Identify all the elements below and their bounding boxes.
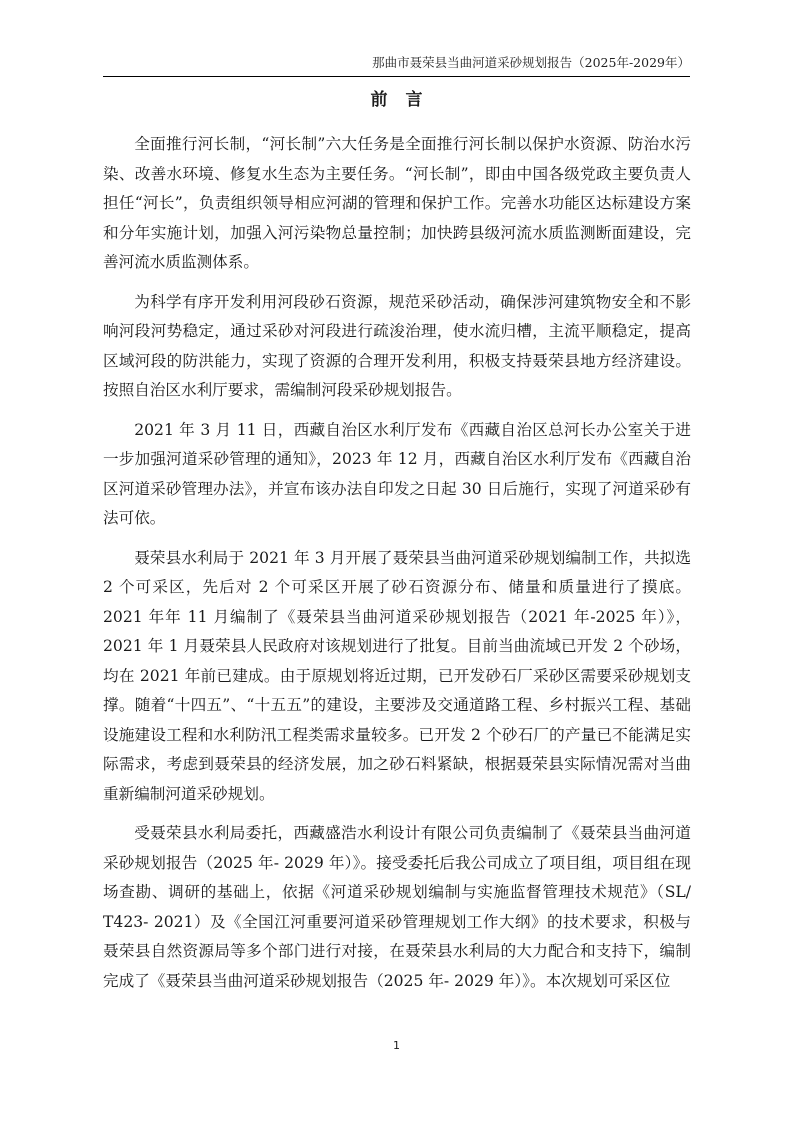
page-title: 前言 (370, 90, 441, 110)
running-header: 那曲市聂荣县当曲河道采砂规划报告（2025年-2029年） (103, 54, 690, 77)
paragraph: 聂荣县水利局于 2021 年 3 月开展了聂荣县当曲河道采砂规划编制工作，共拟选 2 个可采区，先后对 2 个可采区开展了砂石资源分布、储量和质量进行了摸底。2021 年年 11 月编制了《聂荣县当曲河道采砂规划报告（2021 年-2025 年）》，2021 年 1 月聂荣县人民政府对该规划进行了批复。目前当曲流域已开发 2 个砂场，均在 2021 年前已建成。由于原规划将近过期，已开发砂石厂采砂区需要采砂规划支撑。随着“十四五”、“十五五”的建设，主要涉及交通道路工程、乡村振兴工程、基础设施建设工程和水利防汛工程类需求量较多。已开发 2 个砂石厂的产量已不能满足实际需求，考虑到聂荣县的经济发展，加之砂石料紧缺，根据聂荣县实际情况需对当曲重新编制河道采砂规划。 (103, 548, 691, 803)
paragraph: 受聂荣县水利局委托，西藏盛浩水利设计有限公司负责编制了《聂荣县当曲河道采砂规划报告（2025 年- 2029 年）》。接受委托后我公司成立了项目组，项目组在现场查勘、调研的基础上，依据《河道采砂规划编制与实施监督管理技术规范》（SL/ T423- 2021）及《全国江河重要河道采砂管理规划工作大纲》的技术要求，积极与聂荣县自然资源局等多个部门进行对接，在聂荣县水利局的大力配合和支持下，编制完成了《聂荣县当曲河道采砂规划报告（2025 年- 2029 年）》。本次规划可采区位 (103, 824, 691, 990)
paragraph: 全面推行河长制，“河长制”六大任务是全面推行河长制以保护水资源、防治水污染、改善水环境、修复水生态为主要任务。“河长制”，即由中国各级党政主要负责人担任“河长”，负责组织领导相应河湖的管理和保护工作。完善水功能区达标建设方案和分年实施计划，加强入河污染物总量控制；加快跨县级河流水质监测断面建设，完善河流水质监测体系。 (103, 135, 691, 271)
paragraph: 为科学有序开发利用河段砂石资源，规范采砂活动，确保涉河建筑物安全和不影响河段河势稳定，通过采砂对河段进行疏浚治理，使水流归槽，主流平顺稳定，提高区域河段的防洪能力，实现了资源的合理开发利用，积极支持聂荣县地方经济建设。按照自治区水利厅要求，需编制河段采砂规划报告。 (103, 292, 691, 399)
page-number: 1 (393, 1039, 400, 1052)
document-body (103, 130, 691, 1006)
paragraph: 2021 年 3 月 11 日，西藏自治区水利厅发布《西藏自治区总河长办公室关于进一步加强河道采砂管理的通知》，2023 年 12 月，西藏自治区水利厅发布《西藏自治区河道采砂管理办法》，并宣布该办法自印发之日起 30 日后施行，实现了河道采砂有法可依。 (103, 420, 691, 527)
